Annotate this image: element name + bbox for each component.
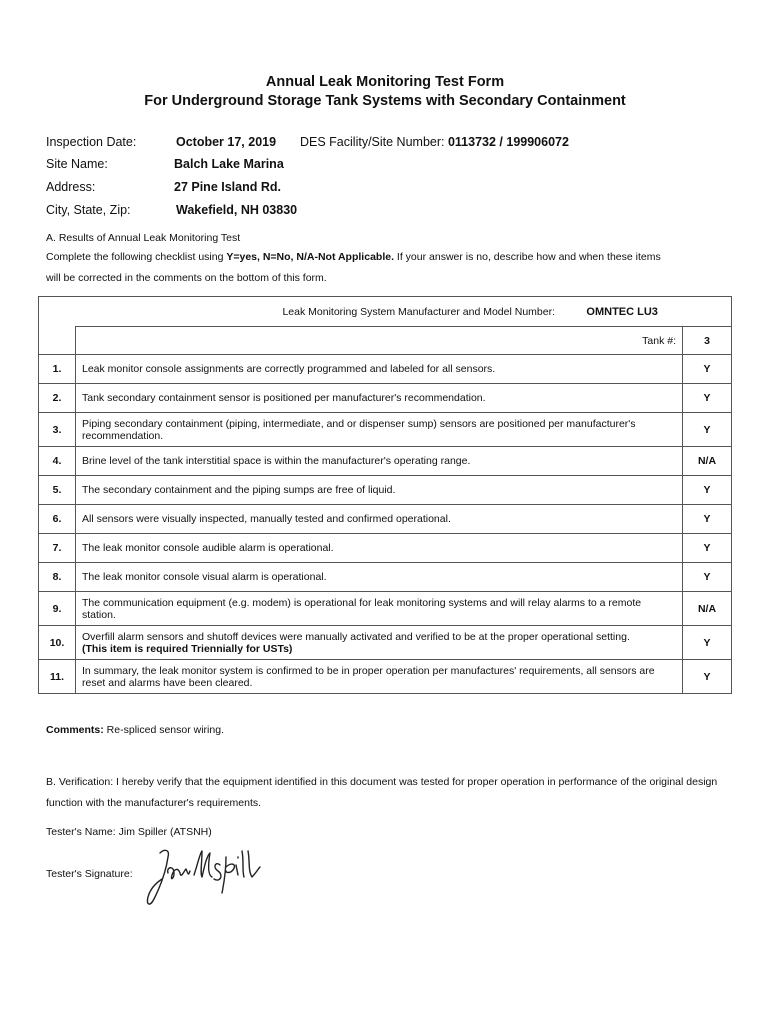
- checklist-item-description: [76, 563, 683, 592]
- checklist-row: [39, 413, 732, 447]
- checklist-item-number: 3.: [39, 413, 76, 447]
- section-a-heading: A. Results of Annual Leak Monitoring Test: [46, 232, 241, 244]
- comments-text: Re-spliced sensor wiring.: [103, 724, 224, 736]
- checklist-item-number: 11.: [39, 660, 76, 694]
- checklist-item-number: 9.: [39, 592, 76, 626]
- checklist-item-number: 1.: [39, 355, 76, 384]
- checklist-item-answer: N/A: [683, 592, 732, 626]
- checklist-item-text: Brine level of the tank interstitial space is within the manufacturer's operating range.: [82, 455, 471, 467]
- facility-number-field: [300, 135, 569, 149]
- site-name-value: Balch Lake Marina: [174, 157, 284, 171]
- checklist-item-answer: Y: [683, 413, 732, 447]
- checklist-table: [38, 296, 732, 694]
- checklist-item-answer: Y: [683, 626, 732, 660]
- address-label: Address:: [46, 180, 96, 194]
- checklist-item-number: 10.: [39, 626, 76, 660]
- manufacturer-label: Leak Monitoring System Manufacturer and Model Number:: [282, 305, 555, 318]
- checklist-item-text: Tank secondary containment sensor is positioned per manufacturer's recommendation.: [82, 392, 486, 404]
- manufacturer-row: [39, 297, 732, 327]
- checklist-item-answer: Y: [683, 534, 732, 563]
- instr-post: If your answer is no, describe how and when these items: [394, 251, 661, 263]
- city-state-zip-label: City, State, Zip:: [46, 203, 131, 217]
- checklist-item-answer: Y: [683, 505, 732, 534]
- checklist-item-description: [76, 476, 683, 505]
- form-title: Annual Leak Monitoring Test Form: [265, 74, 505, 90]
- checklist-item-answer: Y: [683, 563, 732, 592]
- checklist-item-description: [76, 413, 683, 447]
- checklist-item-description: [76, 534, 683, 563]
- checklist-row: [39, 534, 732, 563]
- instr-bold: Y=yes, N=No, N/A-Not Applicable.: [226, 251, 394, 263]
- checklist-item-text: The communication equipment (e.g. modem) is operational for leak monitoring systems and will relay alarms to a remote station.: [82, 596, 642, 621]
- checklist-item-description: [76, 447, 683, 476]
- tank-row-empty: [39, 327, 76, 355]
- checklist-item-answer: Y: [683, 476, 732, 505]
- checklist-item-number: 8.: [39, 563, 76, 592]
- checklist-row: [39, 592, 732, 626]
- address-value: 27 Pine Island Rd.: [174, 180, 281, 194]
- checklist-row: [39, 355, 732, 384]
- checklist-row: [39, 384, 732, 413]
- checklist-item-text: The leak monitor console visual alarm is operational.: [82, 571, 327, 583]
- section-a-instructions-line2: will be corrected in the comments on the bottom of this form.: [46, 272, 327, 284]
- checklist-item-description: [76, 626, 683, 660]
- verification-statement: B. Verification: I hereby verify that the equipment identified in this document was tested for proper operation in performance of the original design function with the manufacturer's requirements.: [46, 776, 718, 809]
- checklist-row: [39, 505, 732, 534]
- inspection-date-label: Inspection Date:: [46, 135, 137, 149]
- checklist-item-note: (This item is required Triennially for USTs): [82, 642, 293, 655]
- checklist-row: [39, 626, 732, 660]
- checklist-row: [39, 447, 732, 476]
- checklist-item-text: The leak monitor console audible alarm is operational.: [82, 542, 334, 554]
- checklist-item-answer: Y: [683, 660, 732, 694]
- checklist-item-number: 6.: [39, 505, 76, 534]
- checklist-row: [39, 476, 732, 505]
- form-subtitle: For Underground Storage Tank Systems with Secondary Containment: [144, 93, 626, 109]
- tank-row: [39, 327, 732, 355]
- facility-number-label: DES Facility/Site Number:: [300, 135, 445, 149]
- tank-value: 3: [683, 327, 732, 355]
- signature-image: [140, 843, 270, 911]
- checklist-item-text: All sensors were visually inspected, manually tested and confirmed operational.: [82, 513, 451, 525]
- tank-label: Tank #:: [76, 327, 683, 355]
- tester-name: Tester's Name: Jim Spiller (ATSNH): [46, 826, 212, 838]
- tester-signature-label: Tester's Signature:: [46, 868, 133, 880]
- checklist-item-description: [76, 355, 683, 384]
- checklist-item-description: [76, 384, 683, 413]
- checklist-item-description: [76, 660, 683, 694]
- comments-label: Comments:: [46, 724, 104, 736]
- facility-number-value: 0113732 / 199906072: [447, 135, 569, 149]
- comments: [46, 724, 224, 736]
- checklist-item-answer: N/A: [683, 447, 732, 476]
- checklist-item-answer: Y: [683, 355, 732, 384]
- checklist-item-text: In summary, the leak monitor system is confirmed to be in proper operation per manufactures' requirements, all sensors are reset and alarms have been cleared.: [82, 664, 655, 689]
- section-a-instructions: [46, 251, 661, 263]
- checklist-item-description: [76, 592, 683, 626]
- checklist-row: [39, 660, 732, 694]
- checklist-row: [39, 563, 732, 592]
- instr-pre: Complete the following checklist using: [46, 251, 227, 263]
- checklist-item-number: 4.: [39, 447, 76, 476]
- manufacturer-cell: [39, 297, 732, 327]
- site-name-label: Site Name:: [46, 157, 108, 171]
- checklist-item-number: 7.: [39, 534, 76, 563]
- city-state-zip-value: Wakefield, NH 03830: [176, 203, 298, 217]
- manufacturer-value: OMNTEC LU3: [586, 305, 658, 318]
- checklist-item-description: [76, 505, 683, 534]
- checklist-item-number: 2.: [39, 384, 76, 413]
- checklist-item-number: 5.: [39, 476, 76, 505]
- checklist-item-answer: Y: [683, 384, 732, 413]
- checklist-item-text: Overfill alarm sensors and shutoff devices were manually activated and verified to be at the proper operational setting.: [82, 630, 630, 643]
- checklist-item-text: The secondary containment and the piping sumps are free of liquid.: [82, 484, 396, 496]
- checklist-item-text: Leak monitor console assignments are correctly programmed and labeled for all sensors.: [82, 363, 496, 375]
- inspection-date-value: October 17, 2019: [176, 135, 277, 149]
- checklist-item-text: Piping secondary containment (piping, intermediate, and or dispenser sump) sensors are positioned per manufacturer's recommendation.: [82, 417, 636, 442]
